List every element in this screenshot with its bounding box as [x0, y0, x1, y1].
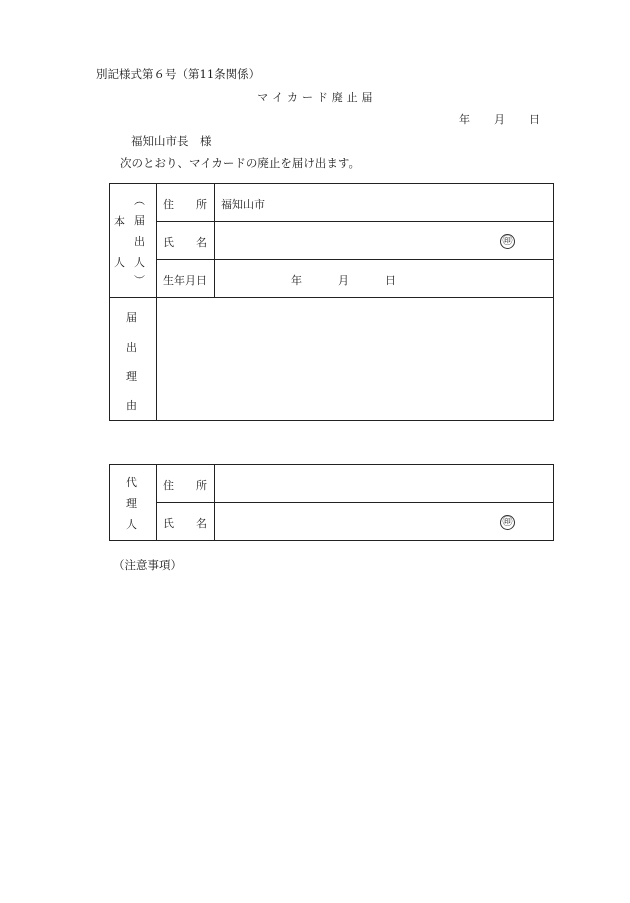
agent-label-char-2: 理 — [126, 497, 137, 510]
birth-day: 日 — [385, 274, 396, 287]
date-month: 月 — [494, 113, 505, 126]
notes-heading: （注意事項） — [113, 558, 182, 572]
agent-name-label: 氏 名 — [163, 517, 207, 530]
applicant-sub-char-2: 出 — [134, 235, 145, 248]
date-day: 日 — [529, 113, 540, 126]
reason-label-char-1: 届 — [126, 311, 137, 324]
name-label: 氏 名 — [163, 236, 207, 249]
applicant-sub-char-3: 人 — [134, 256, 145, 269]
birth-month: 月 — [338, 274, 349, 287]
applicant-sub-char-1: 届 — [134, 214, 145, 227]
birthdate-label: 生年月日 — [163, 274, 207, 287]
agent-seal-mark: ㊞ — [500, 515, 515, 530]
form-number-label: 別記様式第６号（第11条関係） — [96, 67, 261, 81]
agent-label-char-1: 代 — [126, 476, 137, 489]
paren-close: ︶ — [134, 274, 145, 287]
submission-date — [459, 111, 540, 127]
document-title: マ イ カ ー ド 廃 止 届 — [257, 91, 373, 104]
address-label: 住 所 — [163, 198, 207, 211]
agent-label-char-3: 人 — [126, 518, 137, 531]
paren-open: ︵ — [134, 194, 145, 207]
intro-text: 次のとおり、マイカードの廃止を届け出ます。 — [120, 156, 361, 170]
applicant-label-char-1: 本 — [114, 215, 125, 228]
agent-address-label: 住 所 — [163, 479, 207, 492]
seal-mark: ㊞ — [500, 234, 515, 249]
addressee: 福知山市長 様 — [131, 134, 212, 148]
address-value[interactable]: 福知山市 — [221, 198, 265, 211]
birth-year: 年 — [291, 274, 302, 287]
reason-label-char-3: 理 — [126, 370, 137, 383]
applicant-label-char-2: 人 — [114, 256, 125, 269]
date-year: 年 — [459, 113, 470, 126]
reason-label-char-2: 出 — [126, 341, 137, 354]
reason-label-char-4: 由 — [126, 399, 137, 412]
